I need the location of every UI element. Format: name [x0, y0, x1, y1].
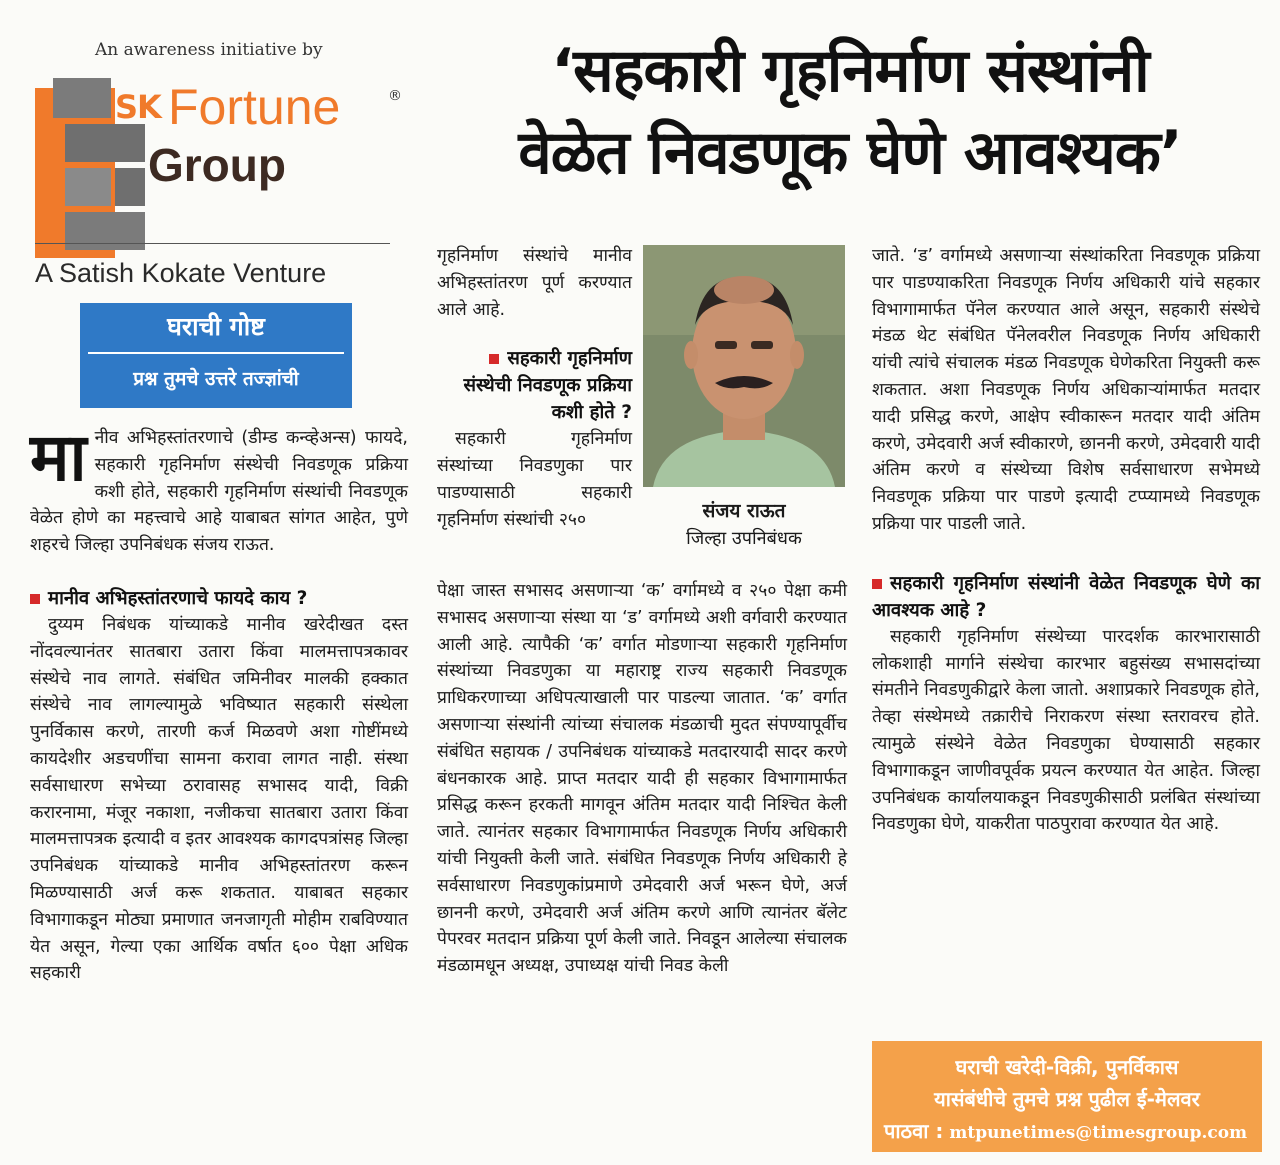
- question-3: [872, 570, 1260, 624]
- question-2: [437, 345, 632, 426]
- answer-2-wide: पेक्षा जास्त सभासद असणाऱ्या ‘क’ वर्गामध्ये व २५० पेक्षा कमी सभासद असणाऱ्या संस्था या ‘ड’ वर्गामध्ये अशी वर्गवारी करण्यात आली आहे. त्यापैकी ‘क’ वर्गात मोडणाऱ्या सहकारी गृहनिर्माण संस्थांच्या निवडणुका या महाराष्ट्र राज्य सहकारी निवडणूक प्राधिकरणाच्या अधिपत्याखाली पार पाडल्या जातात. ‘क’ वर्गात असणाऱ्या संस्थांनी त्यांच्या संचालक मंडळाची मुदत संपण्यापूर्वीच संबंधित सहायक / उपनिबंधक यांच्याकडे मतदारयादी सादर करणे बंधनकारक आहे. प्राप्त मतदार यादी ही सहकार विभागामार्फत प्रसिद्ध करून हरकती मागवून अंतिम मतदार यादी निश्चित केली जाते. त्यानंतर सहकार विभागामार्फत निवडणूक निर्णय अधिकारी यांची नियुक्ती केली जाते. संबंधित निवडणूक निर्णय अधिकारी हे सर्वसाधारण निवडणुकांप्रमाणे उमेदवारी अर्ज भरून घेणे, अर्ज छाननी करणे, उमेदवारी अर्ज अंतिम करणे आणि त्यानंतर बॅलेट पेपरवर मतदान प्रक्रिया पूर्ण केली जाते. निवडून आलेल्या संचालक मंडळामधून अध्यक्ष, उपाध्यक्ष यांची निवड केली: [437, 581, 847, 977]
- contact-line-1: घराची खरेदी-विक्री, पुनर्विकास: [955, 1055, 1179, 1079]
- headline: [440, 30, 1260, 194]
- author-photo: [643, 245, 845, 487]
- column-1: [30, 419, 408, 987]
- column-3: [872, 243, 1260, 838]
- brand-fortune: Fortune: [168, 79, 341, 135]
- logo-brick-mid1: [65, 124, 145, 162]
- contact-box: [872, 1041, 1262, 1152]
- headline-line-1: ‘सहकारी गृहनिर्माण संस्थांनी: [551, 36, 1149, 106]
- logo-brick-top: [53, 78, 111, 118]
- headline-line-2: वेळेत निवडणूक घेणे आवश्यक’: [518, 118, 1182, 188]
- drop-cap: मा: [30, 419, 87, 496]
- brand-group: Group: [148, 139, 286, 191]
- brand-sk: SK: [115, 88, 161, 126]
- contact-email-link[interactable]: mtpunetimes@timesgroup.com: [949, 1123, 1248, 1143]
- bullet-square-icon: [30, 594, 40, 604]
- logo-brick-mid2: [65, 168, 111, 206]
- col3-continuation: जाते. ‘ड’ वर्गामध्ये असणाऱ्या संस्थांकरिता निवडणूक प्रक्रिया पार पाडण्याकरिता निवडणूक निर्णय अधिकारी यांचे सहकार विभागामार्फत पॅनेल करण्यात आले असून, सहकारी संस्थेचे मंडळ थेट संबंधित पॅनेलवरील निवडणूक निर्णय अधिकारी यांची त्यांचे संचालक मंडळ निवडणूक घेणेकरिता नियुक्ती करू शकतात. अशा निवडणूक निर्णय अधिकाऱ्यांमार्फत मतदार यादी प्रसिद्ध करणे, आक्षेप स्वीकारून मतदार यादी अंतिम करणे, उमेदवारी अर्ज स्वीकारणे, छाननी करणे, उमेदवारी यादी अंतिम करणे व संस्थेच्या विशेष सर्वसाधारण सभेमध्ये निवडणूक प्रक्रिया पार पाडणे इत्यादी टप्प्यामध्ये निवडणूक प्रक्रिया पार पाडली जाते.: [872, 246, 1260, 534]
- column-subtitle: प्रश्न तुमचे उत्तरे तज्ज्ञांची: [133, 368, 299, 390]
- venture-tagline: A Satish Kokate Venture: [35, 258, 327, 288]
- author-name: संजय राऊत: [702, 500, 786, 522]
- logo-brick-low: [115, 168, 145, 206]
- question-2-text: सहकारी गृहनिर्माण संस्थेची निवडणूक प्रक्रिया कशी होते ?: [463, 348, 632, 424]
- logo-brick-base: [65, 212, 145, 250]
- initiative-label: An awareness initiative by: [95, 40, 323, 60]
- answer-1: दुय्यम निबंधक यांच्याकडे मानीव खरेदीखत दस्त नोंदवल्यानंतर सातबारा उतारा किंवा मालमत्तापत्रकावर संस्थेचे नाव लागते. संबंधित जमिनीवर मालकी हक्कात संस्थेचे नाव लागल्यामुळे भविष्यात सहकारी संस्थेला पुनर्विकास करणे, तारणी कर्ज मिळवणे अशा गोष्टींमध्ये कायदेशीर अडचणींचा सामना करावा लागत नाही. संस्था सर्वसाधारण सभेच्या ठरावासह सभासद यादी, विक्री करारनामा, मंजूर नकाशा, नजीकचा सातबारा उतारा किंवा मालमत्तापत्रक इत्यादी व इतर आवश्यक कागदपत्रांसह जिल्हा उपनिबंधक यांच्याकडे मानीव अभिहस्तांतरण करून मिळण्यासाठी अर्ज करू शकतात. याबाबत सहकार विभागाकडून मोठ्या प्रमाणात जनजागृती मोहीम राबविण्यात येत असून, गेल्या एका आर्थिक वर्षात ६०० पेक्षा अधिक सहकारी: [30, 614, 408, 984]
- registered-mark: ®: [388, 88, 402, 104]
- question-1: [30, 585, 408, 612]
- column-box-divider: [88, 352, 344, 354]
- col2-continuation: गृहनिर्माण संस्थांचे मानीव अभिहस्तांतरण पूर्ण करण्यात आले आहे.: [437, 246, 632, 320]
- send-label: पाठवा :: [884, 1119, 944, 1143]
- bullet-square-icon: [872, 579, 882, 589]
- column-2-top: [437, 243, 632, 534]
- intro-paragraph: [30, 419, 408, 559]
- answer-2-narrow: सहकारी गृहनिर्माण संस्थांच्या निवडणुका पार पाडण्यासाठी सहकारी गृहनिर्माण संस्थांची २५०: [437, 429, 632, 530]
- portrait-image: [643, 245, 845, 487]
- bullet-square-icon: [489, 354, 499, 364]
- question-1-text: मानीव अभिहस्तांतरणाचे फायदे काय ?: [48, 587, 308, 609]
- contact-line-2: यासंबंधीचे तुमचे प्रश्न पुढील ई-मेलवर: [934, 1087, 1200, 1111]
- question-3-text: सहकारी गृहनिर्माण संस्थांनी वेळेत निवडणूक घेणे का आवश्यक आहे ?: [872, 572, 1260, 621]
- logo-divider: [35, 243, 390, 244]
- column-title: घराची गोष्ट: [167, 312, 265, 341]
- intro-text: नीव अभिहस्तांतरणाचे (डीम्ड कन्व्हेअन्स) फायदे, सहकारी गृहनिर्माण संस्थेची निवडणूक प्रक्रिया कशी होते, सहकारी गृहनिर्माण संस्थांची निवडणूक वेळेत होणे का महत्त्वाचे आहे याबाबत सांगत आहेत, पुणे शहरचे जिल्हा उपनिबंधक संजय राऊत.: [30, 428, 408, 556]
- column-2-bottom: [437, 578, 847, 980]
- answer-3: सहकारी गृहनिर्माण संस्थेच्या पारदर्शक कारभारासाठी लोकशाही मार्गाने संस्थेचा कारभार बहुसंख्य सभासदांच्या संमतीने निवडणुकीद्वारे केला जातो. अशाप्रकारे निवडणूक होते, तेव्हा संस्थेमध्ये तक्रारीचे निराकरण संस्था स्तरावरच होते. त्यामुळे संस्थेने वेळेत निवडणुका घेण्यासाठी सहकार विभागाकडून जाणीवपूर्वक प्रयत्न करण्यात येत आहेत. जिल्हा उपनिबंधक कार्यालयाकडून निवडणुकीसाठी प्रलंबित संस्थांच्या निवडणुका घेणे, याकरीता पाठपुरावा करण्यात येत आहे.: [872, 626, 1260, 835]
- author-role: जिल्हा उपनिबंधक: [686, 528, 802, 549]
- logo-brick-white: [35, 130, 61, 258]
- contact-email-row: [884, 1117, 1247, 1144]
